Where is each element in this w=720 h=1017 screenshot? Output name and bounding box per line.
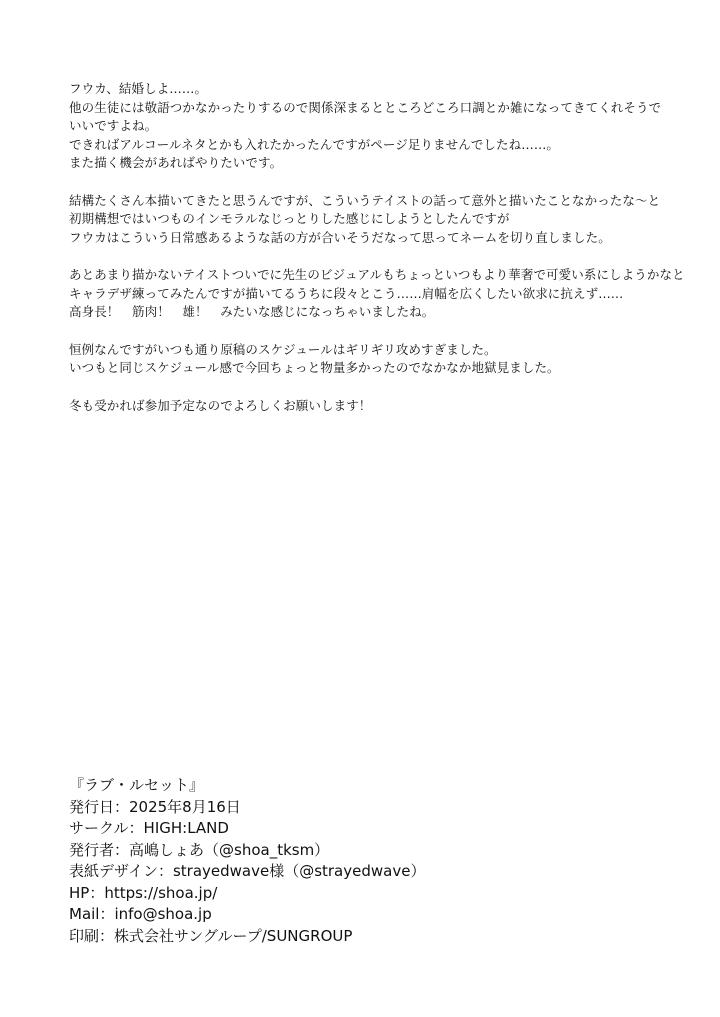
mail-address: Mail：info@shoa.jp bbox=[69, 905, 212, 923]
cover-design-credit: 表紙デザイン：strayedwave様（@strayedwave） bbox=[69, 862, 426, 880]
text-line: フウカ、結婚しよ……。 bbox=[69, 81, 208, 96]
text-line: いつもと同じスケジュール感で今回ちょっと物量多かったのでなかなか地獄見ました。 bbox=[69, 360, 560, 375]
colophon bbox=[69, 775, 629, 947]
text-line: キャラデザ練ってみたんですが描いてるうちに段々とこう……肩幅を広くしたい欲求に抗えず…… bbox=[69, 285, 624, 301]
text-line: あとあまり描かないテイストついでに先生のビジュアルもちょっといつもより華奢で可愛い系にしようかなと bbox=[69, 267, 685, 282]
afterword-paragraph-1 bbox=[69, 80, 709, 173]
homepage-url: HP：https://shoa.jp/ bbox=[69, 883, 218, 902]
text-line: 結構たくさん本描いてきたと思うんですが、こういうテイストの話って意外と描いたことなかったな〜と bbox=[69, 192, 661, 208]
publisher: 発行者：高嶋しょあ（@shoa_tksm） bbox=[69, 840, 330, 859]
text-line: また描く機会があればやりたいです。 bbox=[69, 155, 283, 170]
text-line: フウカはこういう日常感あるような話の方が合いそうだなって思ってネームを切り直しました。 bbox=[69, 229, 611, 245]
text-line: 恒例なんですがいつも通り原稿のスケジュールはギリギリ攻めすぎました。 bbox=[69, 341, 497, 357]
text-line: いいですよね。 bbox=[69, 118, 158, 133]
afterword-paragraph-5 bbox=[69, 397, 709, 416]
text-line: できればアルコールネタとかも入れたかったんですがページ足りませんでしたね……。 bbox=[69, 136, 560, 152]
book-title: 『ラブ・ルセット』 bbox=[69, 776, 205, 794]
afterword-paragraph-4 bbox=[69, 341, 709, 378]
afterword-paragraph-2 bbox=[69, 192, 709, 248]
printer-credit: 印刷：株式会社サングループ/SUNGROUP bbox=[69, 926, 353, 945]
publish-date: 発行日：2025年8月16日 bbox=[69, 797, 241, 816]
text-line: 初期構想ではいつものインモラルなじっとりした感じにしようとしたんですが bbox=[69, 211, 510, 226]
afterword-paragraph-3 bbox=[69, 266, 709, 322]
text-line: 他の生徒には敬語つかなかったりするので関係深まるとところどころ口調とか雑になってきてくれそうで bbox=[69, 99, 662, 115]
text-line: 冬も受かれば参加予定なのでよろしくお願いします！ bbox=[69, 397, 372, 413]
text-line: 高身長！ 筋肉！ 雄！ みたいな感じになっちゃいましたね。 bbox=[69, 304, 435, 319]
circle-name: サークル：HIGH:LAND bbox=[69, 819, 229, 837]
afterword-text bbox=[69, 80, 709, 434]
